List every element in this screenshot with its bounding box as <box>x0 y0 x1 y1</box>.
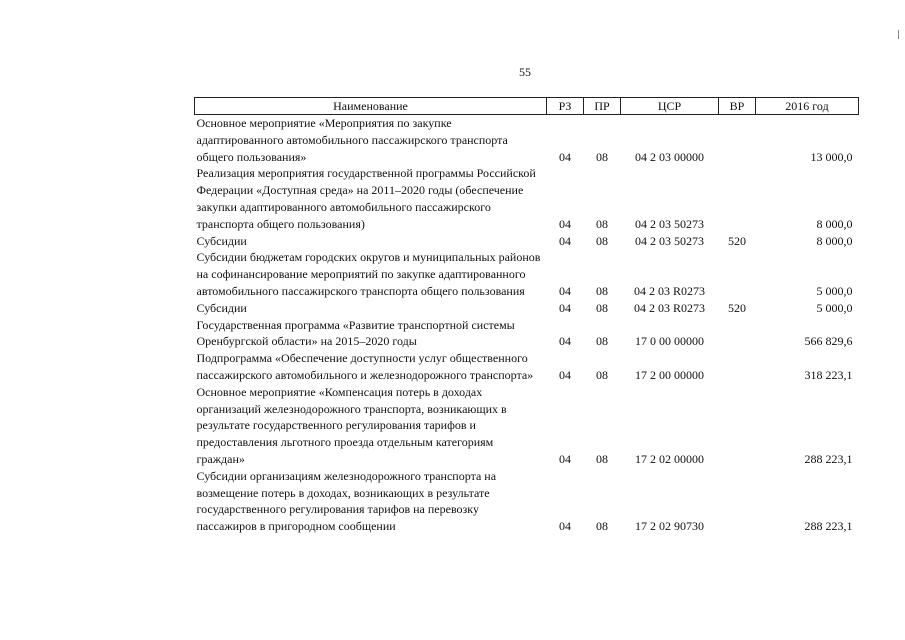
row-rz: 04 <box>559 233 571 248</box>
table-row <box>195 115 859 166</box>
row-vr: 520 <box>728 300 746 315</box>
table-row <box>195 300 859 317</box>
row-csr: 04 2 03 R0273 <box>633 283 705 298</box>
row-name: Субсидии <box>196 233 247 248</box>
row-amount: 288 223,1 <box>804 519 853 534</box>
budget-table <box>194 97 859 535</box>
scan-edge-mark <box>898 30 899 39</box>
row-pr: 08 <box>596 451 608 466</box>
table-body <box>195 115 859 535</box>
header-year: 2016 год <box>756 98 859 115</box>
row-amount: 566 829,6 <box>804 334 853 349</box>
table-row <box>195 350 859 384</box>
row-amount: 5 000,0 <box>816 300 853 315</box>
row-csr: 17 2 02 00000 <box>635 451 704 466</box>
row-vr <box>719 249 756 299</box>
row-amount: 318 223,1 <box>804 367 853 382</box>
row-pr: 08 <box>596 519 608 534</box>
row-pr: 08 <box>596 216 608 231</box>
row-name: Субсидии бюджетам городских округов и муниципальных районов на софинансирование мероприятий по закупке адаптированного автомобильного пассажирского транспорта общего пользования <box>196 250 541 298</box>
row-amount: 288 223,1 <box>804 451 853 466</box>
header-row <box>195 98 859 115</box>
row-pr: 08 <box>596 149 608 164</box>
row-vr <box>719 115 756 166</box>
row-rz: 04 <box>559 367 571 382</box>
row-csr: 04 2 03 50273 <box>635 216 704 231</box>
row-name: Субсидии организациям железнодорожного транспорта на возмещение потерь в доходах, возникающих в результате государственного регулирования тарифов на перевозку пассажиров в пригородном сообщении <box>196 468 497 534</box>
row-pr: 08 <box>596 367 608 382</box>
row-amount: 5 000,0 <box>816 283 853 298</box>
row-name: Подпрограмма «Обеспечение доступности услуг общественного пассажирского автомобильного и железнодорожного транспорта» <box>196 351 534 382</box>
row-rz: 04 <box>559 519 571 534</box>
row-rz: 04 <box>559 149 571 164</box>
header-vr: ВР <box>719 98 756 115</box>
row-pr: 08 <box>596 334 608 349</box>
table-row <box>195 384 859 468</box>
row-csr: 04 2 03 R0273 <box>633 300 705 315</box>
row-csr: 04 2 03 50273 <box>635 233 704 248</box>
row-csr: 17 2 02 90730 <box>635 519 704 534</box>
table-row <box>195 165 859 232</box>
row-name: Субсидии <box>196 300 247 315</box>
row-vr <box>719 350 756 384</box>
table-header <box>195 98 859 115</box>
header-name: Наименование <box>195 98 547 115</box>
row-name: Основное мероприятие «Компенсация потерь в доходах организаций железнодорожного транспорта, возникающих в результате государственного регулирования тарифов и предоставления льготного проезда отдельным категориям граждан» <box>196 384 507 466</box>
header-csr: ЦСР <box>621 98 719 115</box>
row-vr <box>719 317 756 351</box>
row-vr: 520 <box>728 233 746 248</box>
header-rz: РЗ <box>547 98 584 115</box>
row-pr: 08 <box>596 233 608 248</box>
row-csr: 17 2 00 00000 <box>635 367 704 382</box>
row-rz: 04 <box>559 451 571 466</box>
row-name: Реализация мероприятия государственной программы Российской Федерации «Доступная среда» на 2011–2020 годы (обеспечение закупки адаптированного автомобильного пассажирского транспорта общего пользования) <box>196 166 536 231</box>
row-rz: 04 <box>559 300 571 315</box>
table-row <box>195 233 859 250</box>
row-vr <box>719 468 756 535</box>
table-row <box>195 317 859 351</box>
row-pr: 08 <box>596 300 608 315</box>
row-rz: 04 <box>559 216 571 231</box>
row-vr <box>719 384 756 468</box>
row-amount: 8 000,0 <box>816 216 853 231</box>
row-name: Государственная программа «Развитие транспортной системы Оренбургской области» на 2015–2020 годы <box>196 317 515 349</box>
row-pr: 08 <box>596 283 608 298</box>
row-rz: 04 <box>559 334 571 349</box>
row-csr: 17 0 00 00000 <box>635 334 704 349</box>
row-name: Основное мероприятие «Мероприятия по закупке адаптированного автомобильного пассажирского транспорта общего пользования» <box>196 116 508 164</box>
row-rz: 04 <box>559 283 571 298</box>
row-vr <box>719 165 756 232</box>
header-pr: ПР <box>584 98 621 115</box>
row-amount: 8 000,0 <box>816 233 853 248</box>
table-row <box>195 468 859 535</box>
table-row <box>195 249 859 299</box>
row-csr: 04 2 03 00000 <box>635 149 704 164</box>
row-amount: 13 000,0 <box>810 149 853 164</box>
page-number: 55 <box>519 65 531 79</box>
